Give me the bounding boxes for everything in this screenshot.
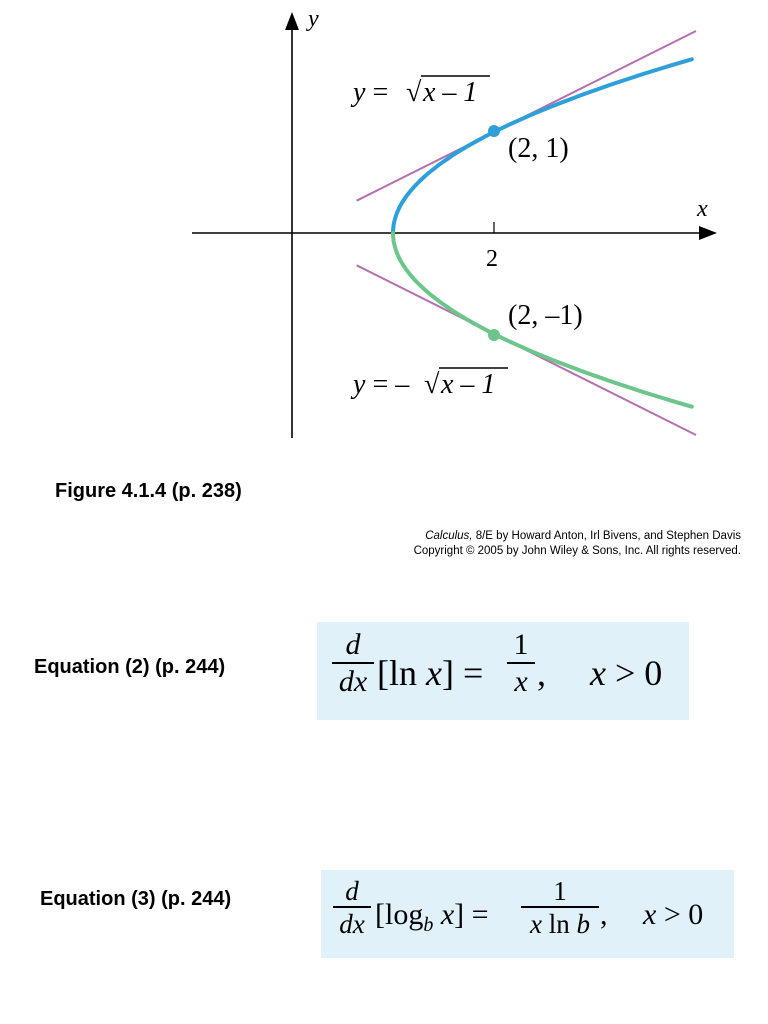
equation-3-box — [321, 870, 734, 958]
radicand-lower: x – 1 — [441, 369, 496, 400]
point-2-neg1 — [488, 329, 500, 341]
y-axis-arrow — [285, 12, 299, 30]
copyright-line: Copyright © 2005 by John Wiley & Sons, Inc. All rights reserved. — [413, 545, 741, 557]
parabola-figure — [0, 0, 768, 450]
condition-x-gt-0-3: x > 0 — [643, 898, 704, 931]
radical-sign-upper: √ — [406, 77, 422, 108]
x-tick-label: 2 — [486, 246, 498, 272]
copyright-credit — [414, 529, 741, 559]
comma-3: , — [600, 898, 608, 931]
lower-curve-label — [350, 368, 508, 400]
point-label-upper: (2, 1) — [508, 133, 569, 164]
comma: , — [537, 653, 546, 693]
d-dx-fraction: d dx — [332, 628, 374, 700]
d-dx-fraction-3: d dx — [333, 876, 371, 940]
condition-x-gt-0: x > 0 — [590, 653, 663, 693]
radicand-upper: x – 1 — [423, 77, 478, 108]
log-b-x-bracket: [$\log_b$ x] = — [375, 898, 489, 936]
y-axis-label: y — [308, 6, 319, 32]
equation-2-box — [317, 622, 689, 720]
point-label-lower: (2, –1) — [508, 300, 583, 331]
point-2-1 — [488, 125, 500, 137]
one-over-x-fraction: 1 x — [507, 628, 535, 700]
book-title: Calculus, — [425, 530, 473, 542]
equation-3-label: Equation (3) (p. 244) — [40, 888, 232, 910]
figure-caption: Figure 4.1.4 (p. 238) — [55, 480, 242, 502]
credit-authors: 8/E by Howard Anton, Irl Bivens, and Stephen Davis — [472, 530, 741, 542]
x-axis-label: x — [697, 196, 708, 222]
x-axis-arrow — [699, 226, 717, 240]
radical-sign-lower: √ — [424, 369, 440, 400]
ln-x-bracket: [ln x] = — [377, 653, 484, 693]
equation-2-label: Equation (2) (p. 244) — [34, 656, 226, 678]
upper-curve-label — [350, 76, 490, 108]
svg-text:y = –: y = – — [353, 369, 410, 400]
one-over-xlnb-fraction: 1 x ln b — [521, 876, 599, 940]
svg-text:y =: y = — [353, 77, 389, 108]
